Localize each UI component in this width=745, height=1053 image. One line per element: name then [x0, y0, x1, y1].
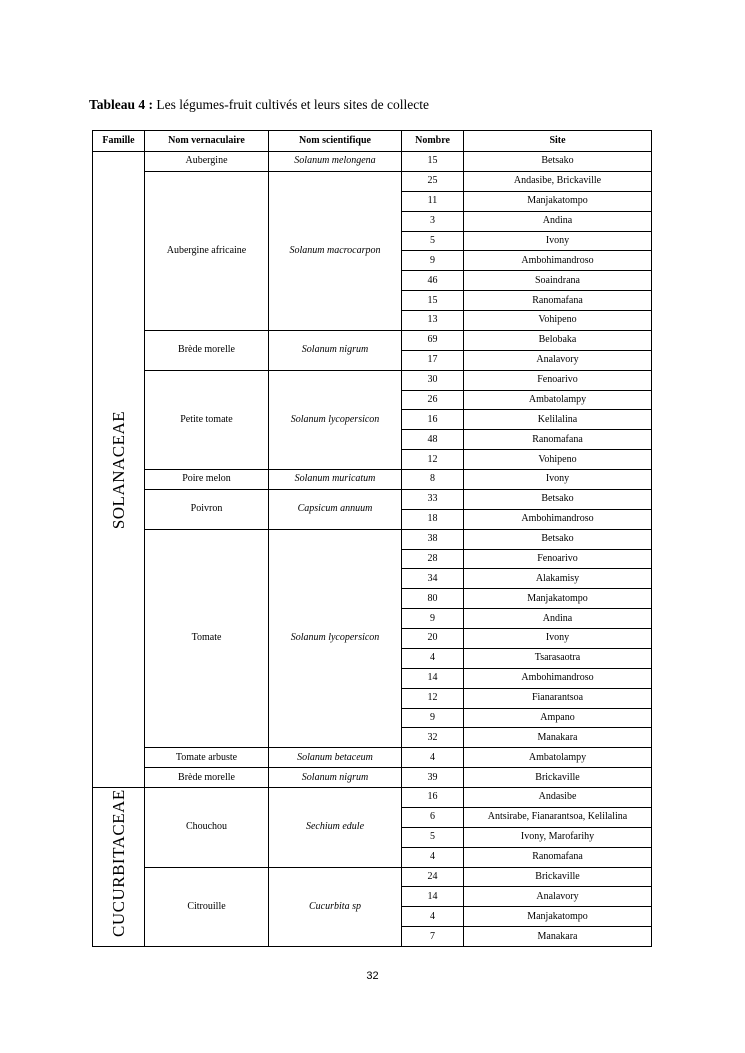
- count-cell: 69: [402, 330, 464, 350]
- count-cell: 9: [402, 609, 464, 629]
- site-cell: Ambohimandroso: [464, 668, 652, 688]
- count-cell: 3: [402, 211, 464, 231]
- site-cell: Fianarantsoa: [464, 688, 652, 708]
- count-cell: 16: [402, 788, 464, 808]
- count-cell: 24: [402, 867, 464, 887]
- table-row: [93, 529, 652, 549]
- count-cell: 26: [402, 390, 464, 410]
- count-cell: 38: [402, 529, 464, 549]
- site-cell: Brickaville: [464, 768, 652, 788]
- header-famille: Famille: [93, 131, 145, 152]
- family-cell: [93, 152, 145, 788]
- scientific-name-cell: Solanum macrocarpon: [269, 171, 402, 330]
- table-row: [93, 768, 652, 788]
- count-cell: 13: [402, 311, 464, 331]
- site-cell: Ranomafana: [464, 430, 652, 450]
- count-cell: 16: [402, 410, 464, 430]
- site-cell: Betsako: [464, 529, 652, 549]
- count-cell: 15: [402, 291, 464, 311]
- count-cell: 4: [402, 907, 464, 927]
- vegetables-table: [92, 130, 652, 947]
- table-caption: [89, 97, 429, 113]
- table-row: [93, 470, 652, 490]
- count-cell: 33: [402, 489, 464, 509]
- scientific-name-cell: Solanum nigrum: [269, 768, 402, 788]
- site-cell: Kelilalina: [464, 410, 652, 430]
- site-cell: Betsako: [464, 489, 652, 509]
- site-cell: Ranomafana: [464, 847, 652, 867]
- count-cell: 34: [402, 569, 464, 589]
- scientific-name-cell: Solanum lycopersicon: [269, 370, 402, 469]
- count-cell: 5: [402, 231, 464, 251]
- count-cell: 12: [402, 450, 464, 470]
- count-cell: 12: [402, 688, 464, 708]
- table-row: [93, 370, 652, 390]
- site-cell: Analavory: [464, 887, 652, 907]
- count-cell: 18: [402, 509, 464, 529]
- count-cell: 48: [402, 430, 464, 450]
- count-cell: 4: [402, 847, 464, 867]
- site-cell: Ambohimandroso: [464, 509, 652, 529]
- site-cell: Fenoarivo: [464, 370, 652, 390]
- site-cell: Ambatolampy: [464, 390, 652, 410]
- scientific-name-cell: Solanum nigrum: [269, 330, 402, 370]
- scientific-name-cell: Solanum lycopersicon: [269, 529, 402, 748]
- count-cell: 5: [402, 827, 464, 847]
- table-header-row: [93, 131, 652, 152]
- count-cell: 30: [402, 370, 464, 390]
- count-cell: 4: [402, 648, 464, 668]
- page-number: 32: [366, 970, 379, 982]
- vernacular-name-cell: Chouchou: [145, 788, 269, 868]
- site-cell: Vohipeno: [464, 311, 652, 331]
- table-body: [93, 152, 652, 947]
- vernacular-name-cell: Poire melon: [145, 470, 269, 490]
- site-cell: Alakamisy: [464, 569, 652, 589]
- site-cell: Ivony: [464, 470, 652, 490]
- site-cell: Ivony: [464, 231, 652, 251]
- site-cell: Manjakatompo: [464, 191, 652, 211]
- vernacular-name-cell: Citrouille: [145, 867, 269, 947]
- site-cell: Ambatolampy: [464, 748, 652, 768]
- count-cell: 32: [402, 728, 464, 748]
- count-cell: 4: [402, 748, 464, 768]
- count-cell: 11: [402, 191, 464, 211]
- count-cell: 20: [402, 629, 464, 649]
- table-row: [93, 867, 652, 887]
- site-cell: Andina: [464, 609, 652, 629]
- site-cell: Ambohimandroso: [464, 251, 652, 271]
- site-cell: Betsako: [464, 152, 652, 172]
- scientific-name-cell: Capsicum annuum: [269, 489, 402, 529]
- site-cell: Manakara: [464, 927, 652, 947]
- site-cell: Andasibe, Brickaville: [464, 171, 652, 191]
- site-cell: Fenoarivo: [464, 549, 652, 569]
- count-cell: 14: [402, 887, 464, 907]
- count-cell: 9: [402, 708, 464, 728]
- table-row: [93, 788, 652, 808]
- count-cell: 9: [402, 251, 464, 271]
- site-cell: Ivony: [464, 629, 652, 649]
- table-row: [93, 171, 652, 191]
- count-cell: 28: [402, 549, 464, 569]
- count-cell: 46: [402, 271, 464, 291]
- scientific-name-cell: Sechium edule: [269, 788, 402, 868]
- count-cell: 7: [402, 927, 464, 947]
- count-cell: 25: [402, 171, 464, 191]
- site-cell: Vohipeno: [464, 450, 652, 470]
- scientific-name-cell: Solanum betaceum: [269, 748, 402, 768]
- vernacular-name-cell: Aubergine africaine: [145, 171, 269, 330]
- count-cell: 6: [402, 807, 464, 827]
- caption-label: Tableau 4 :: [89, 97, 154, 112]
- count-cell: 8: [402, 470, 464, 490]
- count-cell: 14: [402, 668, 464, 688]
- family-name: SOLANACEAE: [108, 410, 128, 529]
- vernacular-name-cell: Aubergine: [145, 152, 269, 172]
- header-nombre: Nombre: [402, 131, 464, 152]
- site-cell: Ivony, Marofarihy: [464, 827, 652, 847]
- site-cell: Manjakatompo: [464, 907, 652, 927]
- scientific-name-cell: Cucurbita sp: [269, 867, 402, 947]
- header-nom-vernaculaire: Nom vernaculaire: [145, 131, 269, 152]
- site-cell: Andina: [464, 211, 652, 231]
- site-cell: Soaindrana: [464, 271, 652, 291]
- site-cell: Belobaka: [464, 330, 652, 350]
- caption-text: Les légumes-fruit cultivés et leurs sites de collecte: [153, 97, 429, 112]
- site-cell: Analavory: [464, 350, 652, 370]
- site-cell: Ranomafana: [464, 291, 652, 311]
- vernacular-name-cell: Tomate arbuste: [145, 748, 269, 768]
- scientific-name-cell: Solanum muricatum: [269, 470, 402, 490]
- vernacular-name-cell: Tomate: [145, 529, 269, 748]
- site-cell: Andasibe: [464, 788, 652, 808]
- count-cell: 39: [402, 768, 464, 788]
- scientific-name-cell: Solanum melongena: [269, 152, 402, 172]
- site-cell: Antsirabe, Fianarantsoa, Kelilalina: [464, 807, 652, 827]
- vernacular-name-cell: Brède morelle: [145, 768, 269, 788]
- site-cell: Ampano: [464, 708, 652, 728]
- site-cell: Manjakatompo: [464, 589, 652, 609]
- vernacular-name-cell: Poivron: [145, 489, 269, 529]
- vernacular-name-cell: Brède morelle: [145, 330, 269, 370]
- table-row: [93, 330, 652, 350]
- site-cell: Brickaville: [464, 867, 652, 887]
- header-nom-scientifique: Nom scientifique: [269, 131, 402, 152]
- site-cell: Manakara: [464, 728, 652, 748]
- count-cell: 17: [402, 350, 464, 370]
- count-cell: 15: [402, 152, 464, 172]
- count-cell: 80: [402, 589, 464, 609]
- family-cell: [93, 788, 145, 947]
- table-row: [93, 489, 652, 509]
- table-row: [93, 152, 652, 172]
- site-cell: Tsarasaotra: [464, 648, 652, 668]
- family-name: CUCURBITACEAE: [108, 789, 128, 937]
- table-row: [93, 748, 652, 768]
- vernacular-name-cell: Petite tomate: [145, 370, 269, 469]
- header-site: Site: [464, 131, 652, 152]
